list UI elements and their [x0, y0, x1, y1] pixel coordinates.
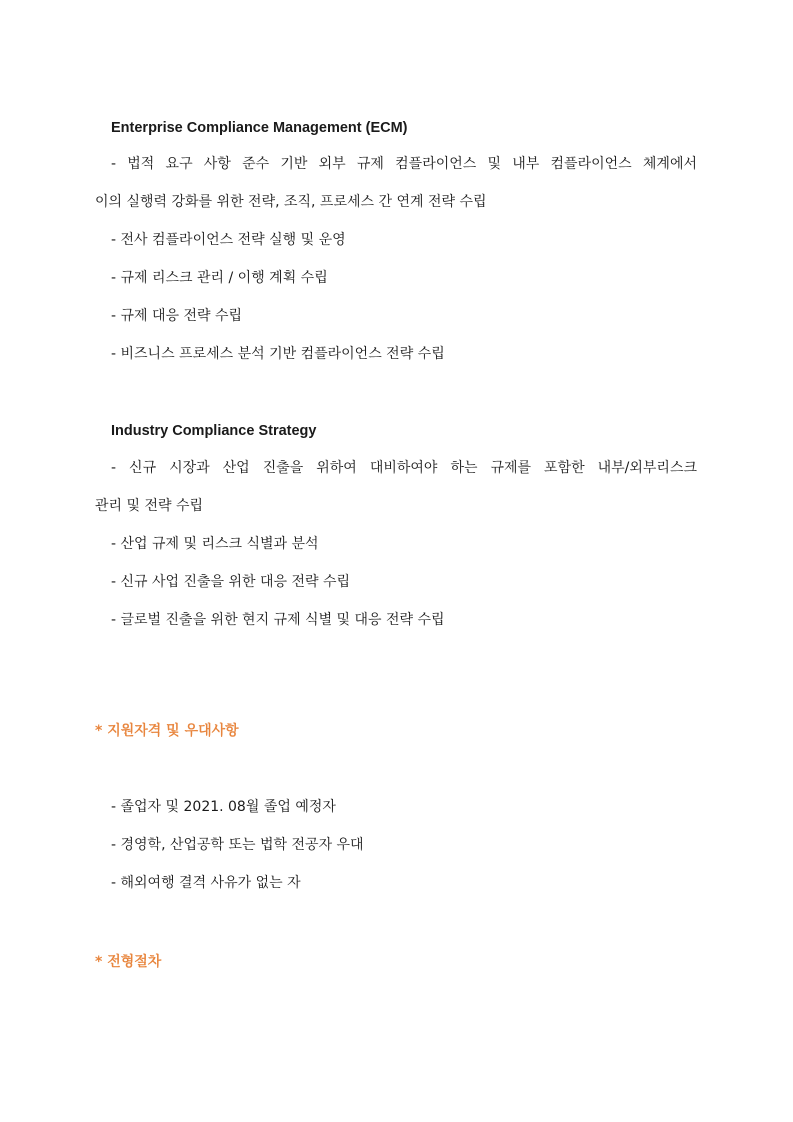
ecm-description-line-1: - 법적 요구 사항 준수 기반 외부 규제 컴플라이언스 및 내부 컴플라이언스 체계에서 [111, 156, 697, 172]
ics-list-item: - 글로벌 진출을 위한 현지 규제 식별 및 대응 전략 수립 [111, 612, 445, 628]
ecm-list-item: - 전사 컴플라이언스 전략 실행 및 운영 [111, 232, 346, 248]
qualifications-title: * 지원자격 및 우대사항 [95, 723, 239, 739]
ecm-list-item: - 규제 대응 전략 수립 [111, 308, 243, 324]
ics-description-line-1: - 신규 시장과 산업 진출을 위하여 대비하여야 하는 규제를 포함한 내부/외부리스크 [111, 460, 697, 476]
ecm-list-item: - 비즈니스 프로세스 분석 기반 컴플라이언스 전략 수립 [111, 346, 445, 362]
ics-description-line-2: 관리 및 전략 수립 [95, 498, 204, 514]
ics-list-item: - 신규 사업 진출을 위한 대응 전략 수립 [111, 574, 351, 590]
qualification-item: - 졸업자 및 2021. 08월 졸업 예정자 [111, 799, 336, 815]
qualification-item: - 경영학, 산업공학 또는 법학 전공자 우대 [111, 837, 364, 853]
process-title: * 전형절차 [95, 954, 162, 970]
ecm-title: Enterprise Compliance Management (ECM) [111, 120, 408, 136]
ecm-list-item: - 규제 리스크 관리 / 이행 계획 수립 [111, 270, 328, 286]
ics-list-item: - 산업 규제 및 리스크 식별과 분석 [111, 536, 319, 552]
qualification-item: - 해외여행 결격 사유가 없는 자 [111, 875, 301, 891]
ecm-description-line-2: 이의 실행력 강화를 위한 전략, 조직, 프로세스 간 연계 전략 수립 [95, 194, 487, 210]
ics-title: Industry Compliance Strategy [111, 423, 317, 439]
